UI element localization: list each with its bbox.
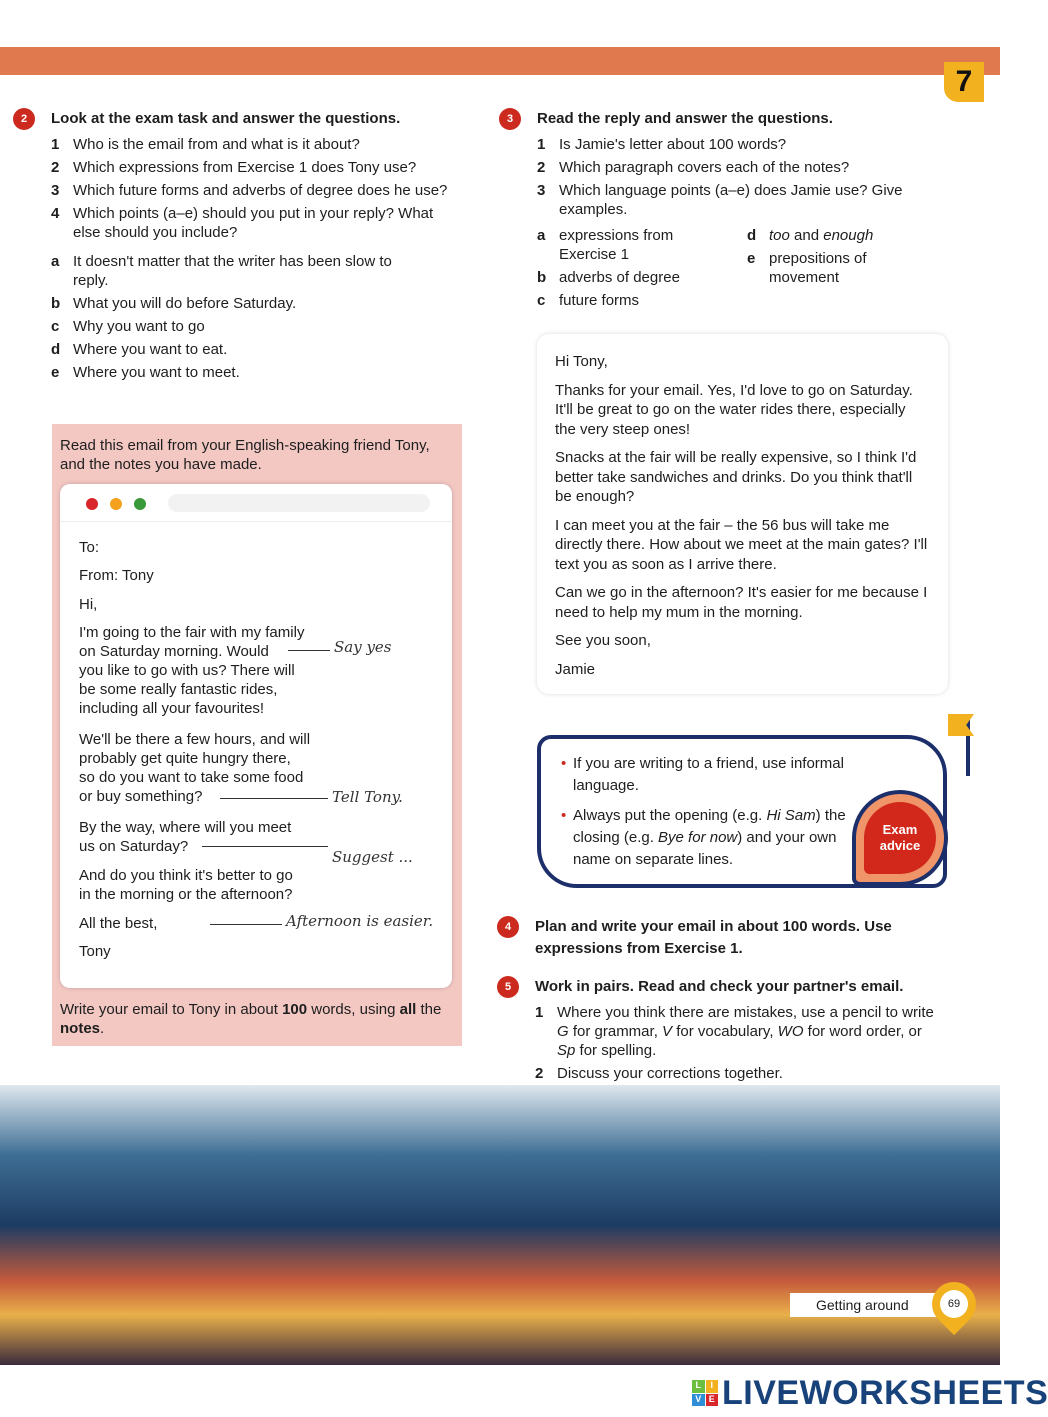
list-item — [51, 158, 461, 177]
liveworksheets-watermark[interactable]: LIVEWORKSHEETS — [722, 1374, 1048, 1412]
list-item — [51, 204, 461, 242]
email-closing: All the best, — [79, 915, 158, 932]
item-key: c — [51, 318, 60, 335]
text: for spelling. — [575, 1042, 657, 1059]
list-item — [747, 226, 897, 245]
item-key: a — [537, 227, 546, 244]
item-key: 1 — [535, 1004, 544, 1021]
text: V — [662, 1023, 673, 1040]
line: so do you want to take some food — [79, 769, 304, 786]
item-text: Which paragraph covers each of the notes? — [559, 159, 850, 176]
item-key: d — [747, 227, 757, 244]
list-item — [535, 1003, 935, 1060]
item-key: d — [51, 341, 61, 358]
funfair-photo — [0, 1085, 1000, 1365]
unit-number: 7 — [944, 62, 984, 102]
text: words, using — [307, 1001, 400, 1018]
item-text: future forms — [559, 292, 640, 309]
item-text: Which expressions from Exercise 1 does Tony use? — [73, 159, 417, 176]
text: advice — [879, 838, 921, 853]
text: for word order, or — [803, 1023, 922, 1040]
email-paragraph-2 — [79, 730, 310, 806]
list-item — [535, 1064, 935, 1083]
advice-item: • If you are writing to a friend, use informal language. — [561, 753, 861, 797]
text: WO — [777, 1023, 804, 1040]
exercise-3 — [506, 110, 957, 309]
list-item — [51, 363, 411, 382]
page-number: 69 — [940, 1290, 968, 1318]
item-key: e — [747, 250, 756, 267]
reply-paragraph: Can we go in the afternoon? It's easier for me because I need to help my mum in the morning. — [555, 584, 928, 621]
text: Bye for now — [658, 829, 738, 846]
line: in the morning or the afternoon? — [79, 886, 293, 903]
text: ) the closing (e.g. — [573, 807, 846, 846]
email-signature: Tony — [79, 943, 111, 960]
item-key: a — [51, 253, 60, 270]
logo-letter: V — [692, 1394, 705, 1407]
reply-closing: See you soon, — [555, 632, 651, 649]
item-key: b — [51, 295, 61, 312]
line: By the way, where will you meet — [79, 819, 292, 836]
note-connector — [210, 924, 282, 925]
item-text: expressions from Exercise 1 — [559, 227, 674, 263]
line: on Saturday morning. Would — [79, 643, 269, 660]
list-item — [537, 268, 707, 287]
exercise-number: 2 — [13, 108, 35, 130]
text: Sp — [557, 1042, 576, 1059]
item-text: Who is the email from and what is it about? — [73, 136, 360, 153]
exercise-3-heading — [506, 110, 957, 127]
item-key: 3 — [537, 182, 546, 199]
exercise-title: Look at the exam task and answer the questions. — [51, 110, 401, 127]
item-key: b — [537, 269, 547, 286]
reply-email — [537, 334, 948, 694]
list-item — [51, 135, 461, 154]
item-key: e — [51, 364, 60, 381]
item-text: Which points (a–e) should you put in your reply? What else should you include? — [73, 205, 434, 241]
exercise-5 — [504, 978, 935, 1087]
list-item — [51, 317, 411, 336]
language-points-left — [537, 226, 707, 314]
exercise-5-heading — [504, 978, 935, 995]
text: ) and your own name on separate lines. — [573, 829, 837, 868]
close-dot-icon — [86, 498, 98, 510]
language-points-right — [747, 226, 897, 291]
note-connector — [288, 650, 330, 651]
points-list — [51, 252, 411, 382]
exercise-title: Read the reply and answer the questions. — [537, 110, 833, 127]
line: or buy something? — [79, 788, 203, 805]
item-key: c — [537, 292, 546, 309]
email-window — [60, 484, 452, 988]
line: I'm going to the fair with my family — [79, 624, 305, 641]
instruction-list — [535, 1003, 935, 1083]
list-item — [51, 252, 411, 290]
item-text: Is Jamie's letter about 100 words? — [559, 136, 787, 153]
email-paragraph-1 — [79, 623, 304, 718]
logo-letter: L — [692, 1380, 705, 1393]
item-text: It doesn't matter that the writer has been slow to reply. — [73, 253, 392, 289]
item-text: and — [789, 227, 824, 244]
maximize-dot-icon — [134, 498, 146, 510]
question-list — [51, 135, 461, 242]
email-greeting: Hi, — [79, 596, 98, 613]
line: us on Saturday? — [79, 838, 189, 855]
text: Exam — [882, 822, 918, 837]
text: 100 — [282, 1001, 308, 1018]
item-text: Where you want to eat. — [73, 341, 228, 358]
email-paragraph-3 — [79, 818, 291, 856]
item-text: Where you want to meet. — [73, 364, 240, 381]
line: And do you think it's better to go — [79, 867, 293, 884]
liveworksheets-logo-icon — [692, 1380, 718, 1406]
exam-advice-badge — [852, 790, 948, 886]
item-text: too — [769, 227, 790, 244]
handwritten-note: Afternoon is easier. — [286, 912, 434, 930]
task-outro — [60, 1000, 450, 1038]
item-text: prepositions of movement — [769, 250, 867, 286]
reply-greeting: Hi Tony, — [555, 353, 608, 370]
address-bar — [168, 494, 430, 512]
list-item — [537, 226, 707, 264]
exercise-title: Plan and write your email in about 100 words. Use expressions from Exercise 1. — [535, 918, 892, 957]
handwritten-note: Suggest ... — [332, 848, 413, 866]
text: for grammar, — [568, 1023, 663, 1040]
line: probably get quite hungry there, — [79, 750, 291, 767]
list-item — [537, 181, 957, 219]
window-titlebar — [60, 484, 452, 522]
task-intro: Read this email from your English-speaking friend Tony, and the notes you have made. — [60, 437, 430, 473]
text: all — [399, 1001, 417, 1018]
line: you like to go with us? There will — [79, 662, 295, 679]
email-paragraph-4 — [79, 866, 293, 904]
item-key: 1 — [537, 136, 546, 153]
reply-signature: Jamie — [555, 660, 596, 678]
text: the — [416, 1001, 442, 1018]
item-text: Which future forms and adverbs of degree does he use? — [73, 182, 448, 199]
exercise-title: Work in pairs. Read and check your partner's email. — [535, 978, 904, 995]
section-title: Getting around — [790, 1293, 950, 1317]
exercise-number: 3 — [499, 108, 521, 130]
item-key: 3 — [51, 182, 60, 199]
text: Always put the opening (e.g. — [573, 807, 767, 824]
reply-paragraph: I can meet you at the fair – the 56 bus will take me directly there. How about we meet at the main gates? I'll text you as soon as I arrive there. — [555, 516, 928, 573]
email-to: To: — [79, 539, 100, 556]
list-item — [537, 158, 957, 177]
item-text: Which language points (a–e) does Jamie use? Give examples. — [559, 182, 903, 218]
list-item — [537, 135, 957, 154]
list-item — [51, 294, 411, 313]
handwritten-note: Say yes — [334, 638, 392, 656]
advice-item — [561, 805, 861, 871]
top-band — [0, 47, 1000, 75]
note-connector — [202, 846, 328, 847]
advice-list — [561, 753, 861, 879]
handwritten-note: Tell Tony. — [332, 788, 403, 806]
list-item — [537, 291, 707, 310]
exercise-4-heading — [504, 916, 935, 960]
item-text: What you will do before Saturday. — [73, 295, 297, 312]
item-text: adverbs of degree — [559, 269, 680, 286]
item-key: 1 — [51, 136, 60, 153]
reply-paragraph: Thanks for your email. Yes, I'd love to go on Saturday. It'll be great to go on the water rides there, especially the very steep ones! — [555, 381, 913, 438]
minimize-dot-icon — [110, 498, 122, 510]
text: Write your email to Tony in about — [60, 1001, 283, 1018]
list-item — [747, 249, 897, 287]
list-item — [51, 340, 411, 359]
text: Hi Sam — [766, 807, 816, 824]
email-from: From: Tony — [79, 567, 154, 584]
logo-letter: I — [706, 1380, 719, 1393]
item-text: Why you want to go — [73, 318, 205, 335]
line: be some really fantastic rides, — [79, 681, 278, 698]
text: G — [557, 1023, 569, 1040]
text: for vocabulary, — [672, 1023, 778, 1040]
badge-label — [864, 802, 936, 874]
item-key: 2 — [535, 1065, 544, 1082]
logo-letter: E — [706, 1394, 719, 1407]
list-item — [51, 181, 461, 200]
line: including all your favourites! — [79, 700, 265, 717]
line: We'll be there a few hours, and will — [79, 731, 311, 748]
item-key: 4 — [51, 205, 60, 222]
item-key: 2 — [537, 159, 546, 176]
text: notes — [60, 1020, 101, 1037]
item-key: 2 — [51, 159, 60, 176]
exercise-number: 4 — [497, 916, 519, 938]
item-text: Discuss your corrections together. — [557, 1065, 783, 1082]
exercise-number: 5 — [497, 976, 519, 998]
exercise-4 — [504, 916, 935, 960]
exercise-2 — [20, 110, 461, 386]
item-text: enough — [823, 227, 874, 244]
question-list — [537, 135, 957, 219]
text: Where you think there are mistakes, use a pencil to write — [557, 1004, 934, 1021]
text: . — [100, 1020, 105, 1037]
flag-icon — [948, 714, 974, 736]
note-connector — [220, 798, 328, 799]
exercise-2-heading — [20, 110, 461, 127]
reply-paragraph: Snacks at the fair will be really expensive, so I think I'd better take sandwiches and drinks. Do you think that'll be enough? — [555, 449, 917, 505]
